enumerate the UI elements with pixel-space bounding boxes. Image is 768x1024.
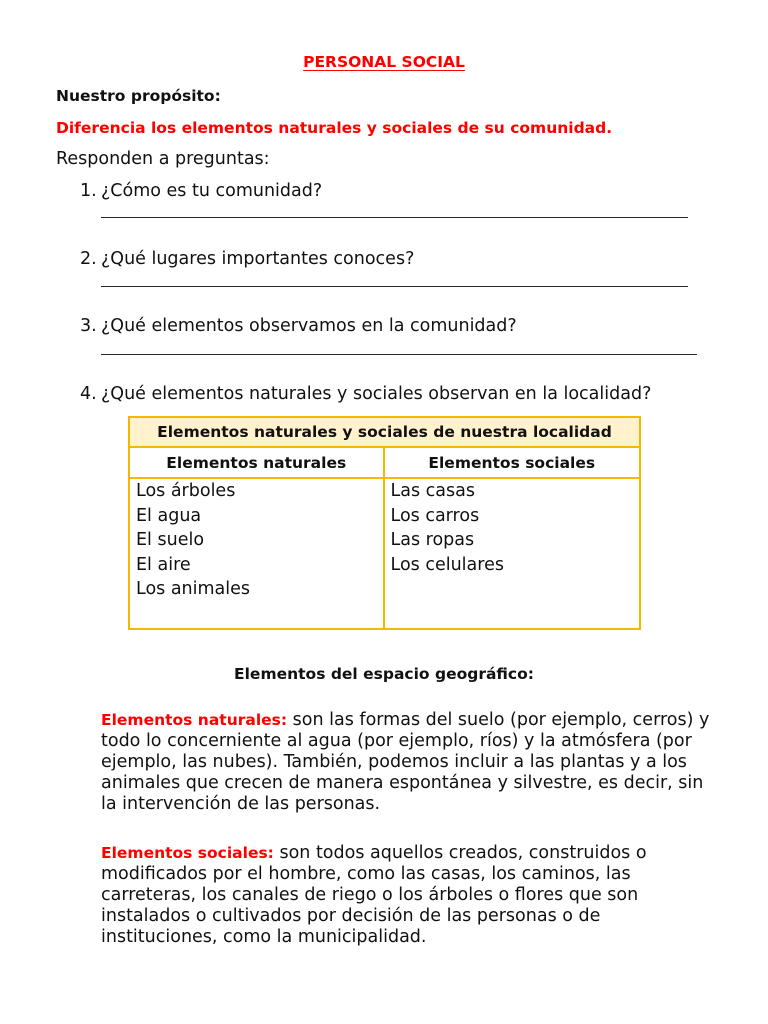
definition-label: Elementos sociales:: [101, 844, 274, 862]
list-item: Los animales: [136, 579, 251, 599]
question-number: 1.: [80, 181, 97, 201]
question-text: ¿Cómo es tu comunidad?: [101, 181, 323, 201]
purpose-label: Nuestro propósito:: [56, 87, 221, 105]
worksheet-title: PERSONAL SOCIAL: [303, 53, 465, 71]
table-title: Elementos naturales y sociales de nuestra localidad: [130, 418, 639, 448]
list-item: Los celulares: [390, 554, 504, 575]
list-item: Las casas: [390, 481, 475, 501]
definition-line: animales que crecen de manera espontánea y silvestre, es decir, sin: [101, 773, 704, 793]
definition-line: instituciones, como la municipalidad.: [101, 927, 427, 947]
list-item: Los árboles: [136, 481, 236, 501]
question-text: ¿Qué lugares importantes conoces?: [101, 249, 415, 269]
definition-text: son las formas del suelo (por ejemplo, cerros) y: [292, 710, 710, 730]
list-item: El aire: [136, 554, 191, 575]
purpose-statement: Diferencia los elementos naturales y sociales de su comunidad.: [56, 119, 613, 137]
answer-line: [101, 354, 697, 355]
definition-line: todo lo concerniente al agua (por ejemplo, ríos) y la atmósfera (por: [101, 731, 692, 751]
definition-line: [101, 843, 647, 864]
natural-elements-list: [130, 479, 385, 628]
question-item: [80, 315, 517, 337]
list-item: Los carros: [390, 505, 480, 526]
question-text: ¿Qué elementos observamos en la comunidad?: [101, 316, 517, 336]
definition-line: modificados por el hombre, como las casas, los caminos, las: [101, 864, 631, 884]
definition-line: carreteras, los canales de riego o los árboles o flores que son: [101, 885, 639, 905]
definition-natural: [101, 710, 709, 815]
column-header-social: Elementos sociales: [385, 448, 640, 479]
definition-line: la intervención de las personas.: [101, 794, 381, 814]
instructions-text: Responden a preguntas:: [56, 149, 270, 169]
section-heading: Elementos del espacio geográfico:: [234, 665, 534, 683]
question-item: [80, 383, 651, 405]
elements-table: [128, 416, 641, 630]
question-number: 4.: [80, 384, 97, 404]
list-item: El agua: [136, 505, 202, 526]
list-item: El suelo: [136, 530, 205, 550]
definition-line: instalados o cultivados por decisión de las personas o de: [101, 906, 601, 926]
social-elements-list: [385, 479, 640, 628]
definition-social: [101, 843, 647, 948]
definition-label: Elementos naturales:: [101, 711, 288, 729]
answer-line: [101, 286, 688, 287]
question-text: ¿Qué elementos naturales y sociales observan en la localidad?: [101, 384, 652, 404]
list-item: Las ropas: [390, 530, 475, 550]
question-number: 3.: [80, 316, 97, 336]
definition-line: ejemplo, las nubes). También, podemos incluir a las plantas y a los: [101, 752, 687, 772]
answer-line: [101, 217, 688, 218]
question-number: 2.: [80, 249, 97, 269]
question-item: [80, 180, 322, 202]
definition-line: [101, 710, 709, 731]
definition-text: son todos aquellos creados, construidos o: [279, 843, 647, 863]
question-item: [80, 248, 414, 270]
column-header-natural: Elementos naturales: [130, 448, 385, 479]
